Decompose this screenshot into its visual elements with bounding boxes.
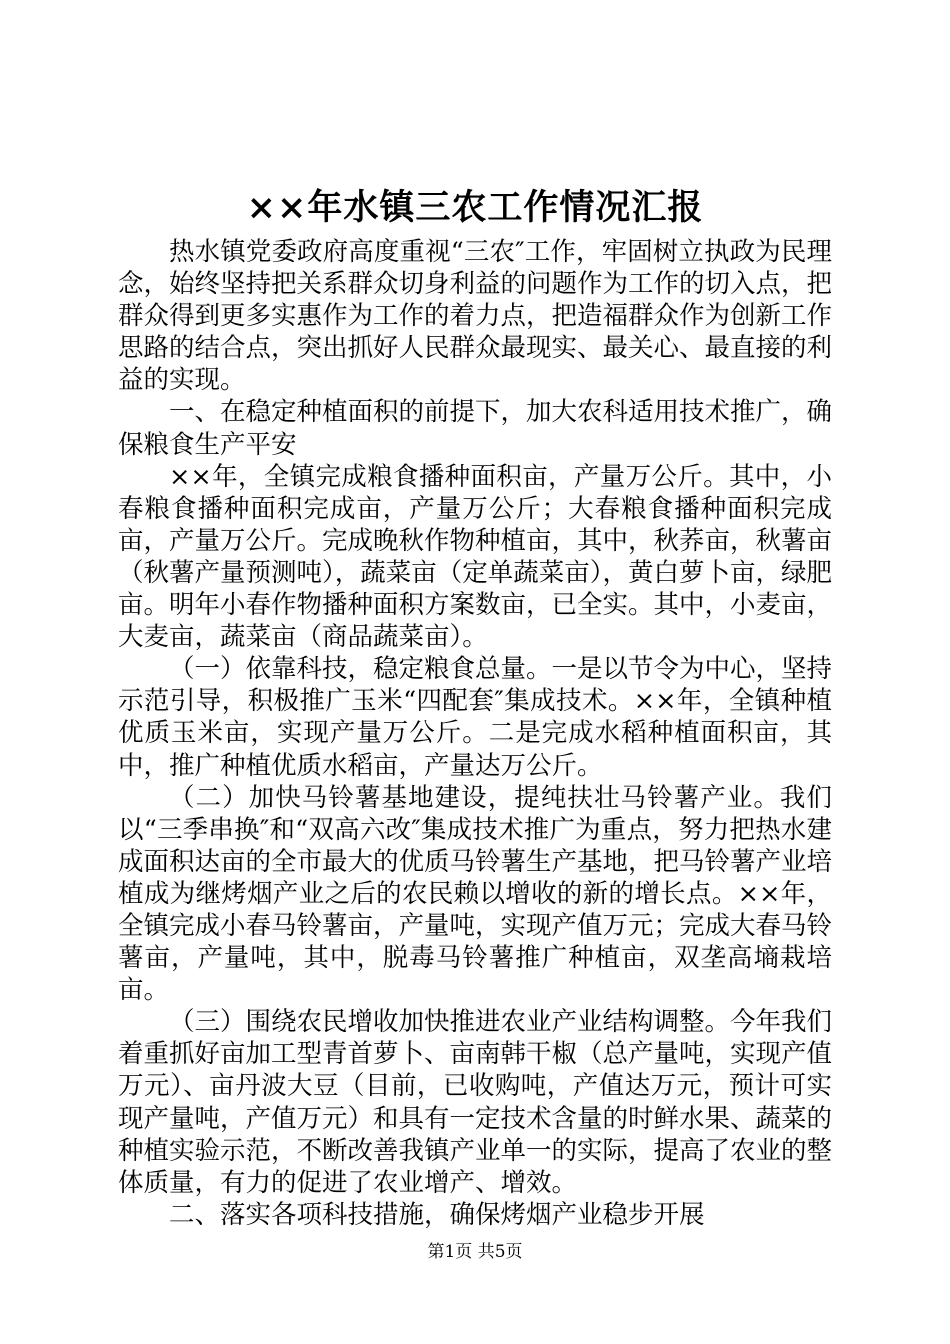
- intro-paragraph: 热水镇党委政府高度重视“三农″工作，牢固树立执政为民理念，始终坚持把关系群众切身利益的问题作为工作的切入点，把群众得到更多实惠作为工作的着力点，把造福群众作为创新工作思路的结合点，突出抓好人民群众最现实、最关心、最直接的利益的实现。: [118, 237, 833, 396]
- document-title: ××年水镇三农工作情况汇报: [246, 187, 704, 228]
- subsection-1-paragraph: （一）依靠科技，稳定粮食总量。一是以节令为中心，坚持示范引导，积极推广玉米“四配套″集成技术。××年，全镇种植优质玉米亩，实现产量万公斤。二是完成水稻种植面积亩，其中，推广种植优质水稻亩，产量达万公斤。: [118, 654, 833, 781]
- subsection-2-paragraph: （二）加快马铃薯基地建设，提纯扶壮马铃薯产业。我们以“三季串换″和“双高六改″集成技术推广为重点，努力把热水建成面积达亩的全市最大的优质马铃薯生产基地，把马铃薯产业培植成为继烤烟产业之后的农民赖以增收的新的增长点。××年，全镇完成小春马铃薯亩，产量吨，实现产值万元；完成大春马铃薯亩，产量吨，其中，脱毒马铃薯推广种植亩，双垄高墒栽培亩。: [118, 782, 833, 1006]
- subsection-3-paragraph: （三）围绕农民增收加快推进农业产业结构调整。今年我们着重抓好亩加工型青首萝卜、亩南韩干椒（总产量吨，实现产值万元）、亩丹波大豆（目前，已收购吨，产值达万元，预计可实现产量吨，产值万元）和具有一定技术含量的时鲜水果、蔬菜的种植实验示范，不断改善我镇产业单一的实际，提高了农业的整体质量，有力的促进了农业增产、增效。: [118, 1007, 833, 1198]
- document-body: [118, 236, 832, 1231]
- section-heading-1: 一、在稳定种植面积的前提下，加大农科适用技术推广，确保粮食生产平安: [118, 397, 833, 460]
- grain-summary-paragraph: ××年，全镇完成粮食播种面积亩，产量万公斤。其中，小春粮食播种面积完成亩，产量万公斤；大春粮食播种面积完成亩，产量万公斤。完成晚秋作物种植亩，其中，秋荞亩，秋薯亩（秋薯产量预测吨），蔬菜亩（定单蔬菜亩），黄白萝卜亩，绿肥亩。明年小春作物播种面积方案数亩，已全实。其中，小麦亩，大麦亩，蔬菜亩（商品蔬菜亩）。: [118, 461, 833, 653]
- section-heading-2: 二、落实各项科技措施，确保烤烟产业稳步开展: [169, 1199, 705, 1230]
- page-footer: 第1页 共5页: [427, 1242, 523, 1262]
